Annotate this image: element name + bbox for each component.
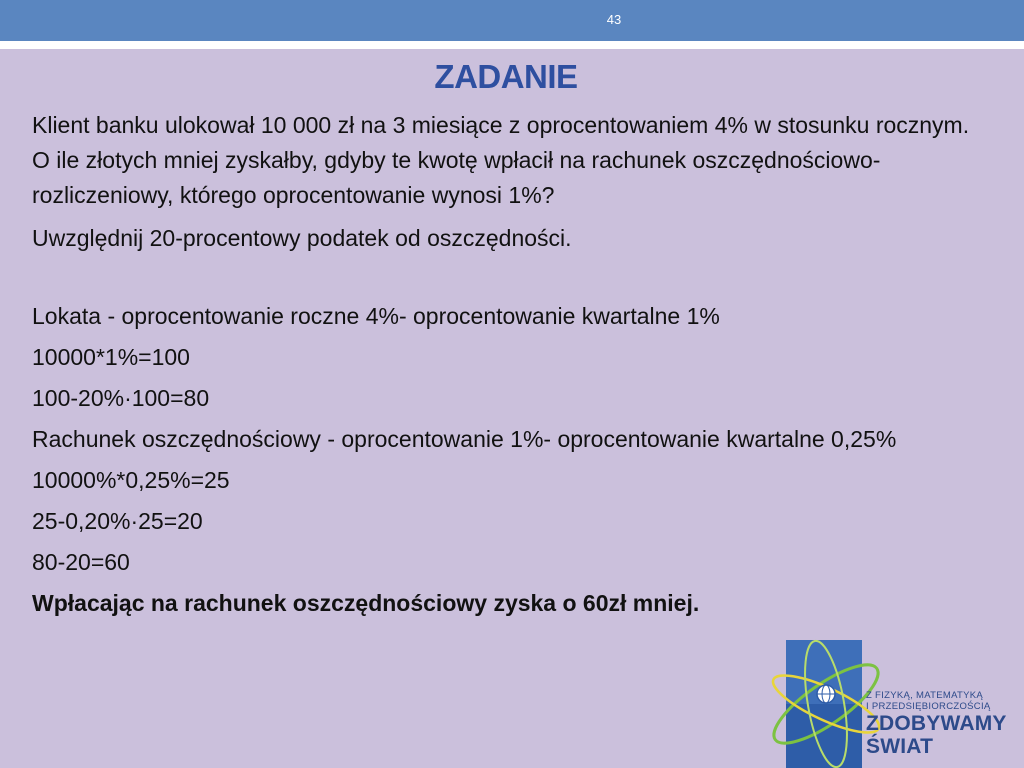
- logo-line-1: Z FIZYKĄ, MATEMATYKĄ: [866, 690, 984, 701]
- header-divider: [0, 41, 1024, 49]
- globe-icon: [817, 685, 835, 703]
- deposit-line: Lokata - oprocentowanie roczne 4%- oprocentowanie kwartalne 1%: [32, 303, 720, 329]
- logo-line-4: ŚWIAT: [866, 735, 934, 758]
- slide-title: ZADANIE: [434, 58, 578, 95]
- task-paragraph: Klient banku ulokował 10 000 zł na 3 miesiące z oprocentowaniem 4% w stosunku rocznym. O ile złotych mniej zyskałby, gdyby te kwotę wpłacił na rachunek oszczędnościowo-rozliczeniowy, którego oprocentowanie wynosi 1%?: [32, 112, 970, 208]
- page-number: 43: [606, 12, 622, 27]
- calc-line-3: 10000%*0,25%=25: [32, 467, 230, 493]
- conclusion: Wpłacając na rachunek oszczędnościowy zyska o 60zł mniej.: [32, 590, 700, 616]
- calc-line-1: 10000*1%=100: [32, 344, 190, 370]
- calc-line-5: 80-20=60: [32, 549, 130, 575]
- logo-text: [866, 690, 1007, 758]
- slide-content: [32, 108, 992, 621]
- calc-line-4: 25-0,20%·25=20: [32, 508, 203, 534]
- logo-line-2: I PRZEDSIĘBIORCZOŚCIĄ: [866, 701, 991, 712]
- logo-line-3: ZDOBYWAMY: [866, 712, 1007, 735]
- calc-line-2: 100-20%·100=80: [32, 385, 210, 411]
- tax-note: Uwzględnij 20-procentowy podatek od oszczędności.: [32, 225, 572, 251]
- account-line: Rachunek oszczędnościowy - oprocentowanie 1%- oprocentowanie kwartalne 0,25%: [32, 426, 897, 452]
